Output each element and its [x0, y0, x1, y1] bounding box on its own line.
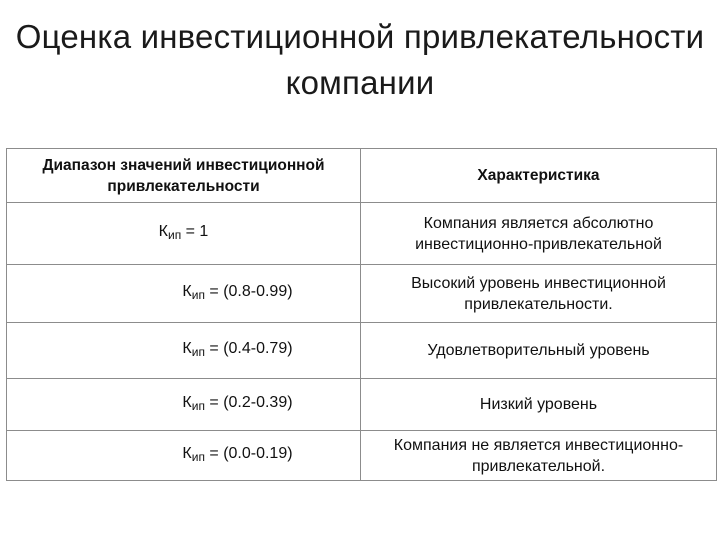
range-cell: [7, 265, 361, 323]
characteristic-cell: Компания не является инвестиционно-привлекательной.: [361, 431, 717, 481]
table-row: [7, 265, 717, 323]
characteristic-cell: Компания является абсолютно инвестиционно-привлекательной: [361, 203, 717, 265]
characteristic-cell: Высокий уровень инвестиционной привлекательности.: [361, 265, 717, 323]
investment-attractiveness-table: [6, 148, 717, 481]
page-title: [0, 14, 720, 106]
kip-value: $К_{ип} = (0.4-0.79)$: [182, 340, 293, 359]
page-title-line-1: Оценка инвестиционной привлекательности: [15, 18, 705, 55]
range-cell: [7, 431, 361, 481]
range-cell: [7, 203, 361, 265]
page-title-line-2: компании: [285, 64, 435, 101]
table-header-row: [7, 149, 717, 203]
table-row: [7, 431, 717, 481]
header-range: Диапазон значений инвестиционной привлекательности: [7, 149, 361, 203]
kip-value: $К_{ип} = (0.2-0.39)$: [182, 394, 293, 413]
header-characteristic: Характеристика: [361, 149, 717, 203]
table-row: [7, 323, 717, 379]
characteristic-cell: Низкий уровень: [361, 379, 717, 431]
range-cell: [7, 379, 361, 431]
kip-value: $К_{ип} = (0.0-0.19)$: [182, 445, 293, 464]
kip-value: $К_{ип} = (0.8-0.99)$: [182, 283, 293, 302]
table-row: [7, 203, 717, 265]
table-row: [7, 379, 717, 431]
range-cell: [7, 323, 361, 379]
kip-value: $К_{ип} = 1$: [158, 223, 209, 242]
characteristic-cell: Удовлетворительный уровень: [361, 323, 717, 379]
